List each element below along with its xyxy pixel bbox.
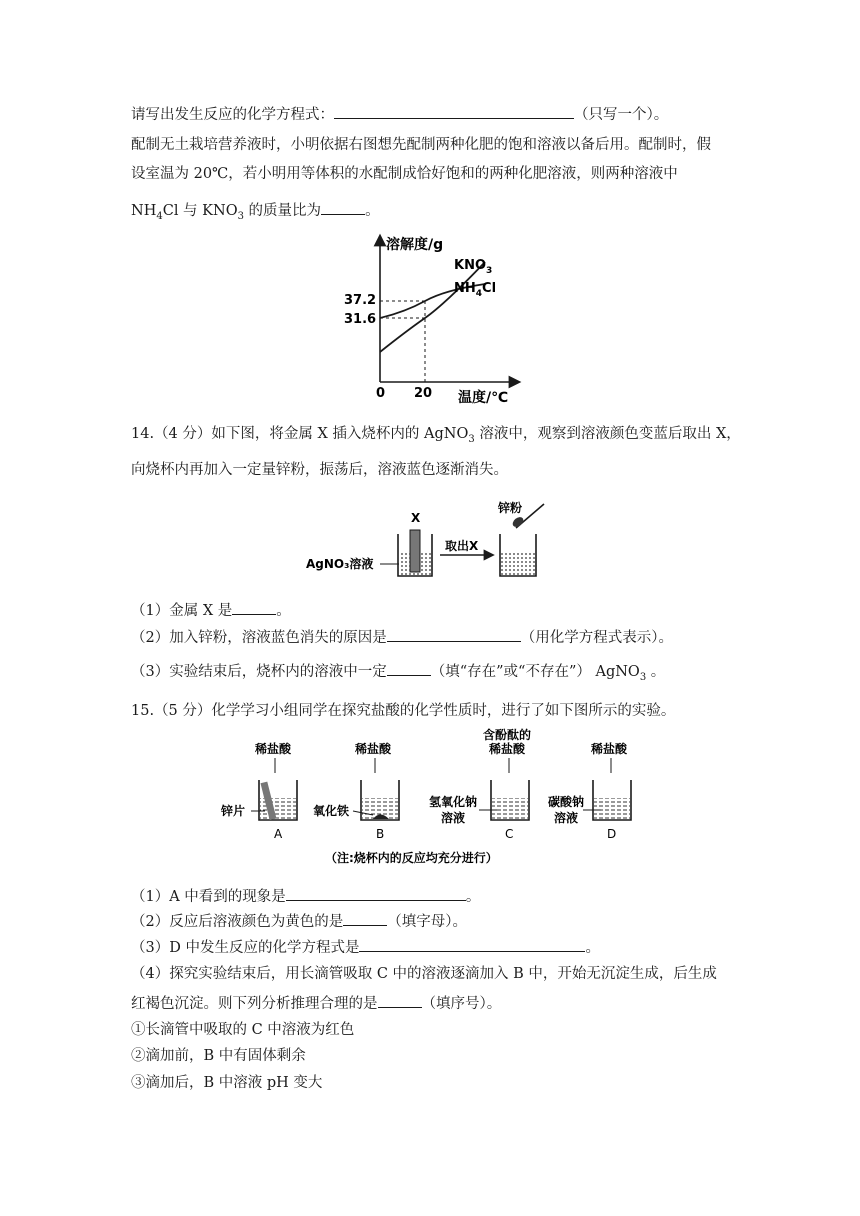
option-3: ③滴加后，B 中溶液 pH 变大 xyxy=(131,1075,323,1091)
answer-blank[interactable] xyxy=(334,104,574,119)
option-2: ②滴加前，B 中有固体剩余 xyxy=(131,1048,306,1064)
solution-right xyxy=(501,552,535,575)
series-kno3 xyxy=(380,262,485,352)
acid-label-d: 稀盐酸 xyxy=(591,742,628,756)
beaker-experiment-figure xyxy=(300,492,560,588)
beaker-letter-d: D xyxy=(607,827,617,841)
q15-line-1: 15.（5 分）化学学习小组同学在探究盐酸的化学性质时，进行了如下图所示的实验。 xyxy=(131,703,676,719)
naoh-label-2: 溶液 xyxy=(441,811,466,825)
option-1: ①长滴管中吸取的 C 中溶液为红色 xyxy=(131,1022,355,1038)
na2co3-label-1: 碳酸钠 xyxy=(548,795,585,809)
phenolphthalein-label: 含酚酞的 xyxy=(483,728,532,742)
hcl-experiment-figure xyxy=(215,728,675,870)
legend-kno3: $KNO_3$ xyxy=(454,258,493,276)
q15-sub-4-text: 红褐色沉淀。则下列分析推理合理的是 xyxy=(131,996,378,1012)
agno3-solution-label: AgNO₃溶液 xyxy=(306,557,374,571)
naoh-label-1: 氢氧化钠 xyxy=(429,795,478,809)
q14-sub-3 xyxy=(131,661,665,688)
remove-x-label: 取出X xyxy=(445,539,479,553)
q15-sub-4-cont xyxy=(131,993,501,1014)
x-axis-label: 温度/℃ xyxy=(458,390,509,404)
answer-blank[interactable] xyxy=(343,911,387,926)
q15-sub-2-hint: （填字母）。 xyxy=(387,914,467,930)
acid-label-c: 稀盐酸 xyxy=(489,742,526,756)
q13-question-text: 的质量比为 xyxy=(243,203,322,219)
zinc-strip-label: 锌片 xyxy=(221,804,246,818)
period: 。 xyxy=(465,889,481,905)
figure-note: （注:烧杯内的反应均充分进行） xyxy=(325,851,498,865)
q14-line-2: 向烧杯内再加入一定量锌粉，振荡后，溶液蓝色逐渐消失。 xyxy=(131,462,508,478)
solubility-chart xyxy=(330,232,530,404)
period: 。 xyxy=(585,940,600,956)
answer-blank[interactable] xyxy=(387,627,521,642)
beaker-letter-b: B xyxy=(376,827,385,841)
answer-blank[interactable] xyxy=(359,937,585,952)
q13-line-2: 配制无土栽培营养液时，小明依据右图想先配制两种化肥的饱和溶液以备后用。配制时，假 xyxy=(131,137,711,153)
q14-sub-3-text: （3）实验结束后，烧杯内的溶液中一定 xyxy=(131,664,387,680)
q13-hint: （只写一个）。 xyxy=(574,107,669,123)
answer-blank[interactable] xyxy=(378,993,422,1008)
answer-blank[interactable] xyxy=(286,886,466,901)
answer-blank[interactable] xyxy=(232,600,276,615)
formula-kno3: Cl 与 KNO xyxy=(162,203,238,219)
q14-sub-1 xyxy=(131,600,291,621)
subscript: 3 xyxy=(639,671,647,683)
q15-sub-3-text: （3）D 中发生反应的化学方程式是 xyxy=(131,940,360,956)
q14-sub-2-text: （2）加入锌粉，溶液蓝色消失的原因是 xyxy=(131,630,387,646)
solution-c xyxy=(492,798,528,819)
period: 。 xyxy=(365,203,380,219)
formula-nh4cl: NH xyxy=(131,203,157,219)
period: 。 xyxy=(646,664,666,680)
q14-sub-2 xyxy=(131,627,673,648)
beaker-letter-c: C xyxy=(505,827,514,841)
period: 。 xyxy=(276,603,291,619)
acid-label-a: 稀盐酸 xyxy=(255,742,292,756)
y-tick-37-2: 37.2 xyxy=(344,293,377,308)
q15-sub-2-text: （2）反应后溶液颜色为黄色的是 xyxy=(131,914,344,930)
q15-sub-3 xyxy=(131,937,600,958)
q14-stem-cont: 溶液中，观察到溶液颜色变蓝后取出 X， xyxy=(474,426,741,442)
q13-line-1 xyxy=(131,104,668,125)
metal-x xyxy=(410,530,420,572)
legend-nh4cl: $NH_4Cl$ xyxy=(454,281,497,299)
answer-blank[interactable] xyxy=(387,661,431,676)
q14-stem: 14.（4 分）如下图，将金属 X 插入烧杯内的 AgNO xyxy=(131,426,469,442)
subscript: 4 xyxy=(156,210,163,222)
q15-sub-1-text: （1）A 中看到的现象是 xyxy=(131,889,286,905)
q15-sub-4-hint: （填序号）。 xyxy=(421,996,502,1012)
q13-line-4 xyxy=(131,200,380,227)
q13-prompt: 请写出发生反应的化学方程式： xyxy=(131,107,334,123)
q15-sub-2 xyxy=(131,911,467,932)
x-tick-0: 0 xyxy=(376,386,386,401)
metal-x-label: X xyxy=(411,511,421,525)
y-tick-31-6: 31.6 xyxy=(344,312,377,327)
zinc-powder-label: 锌粉 xyxy=(498,501,523,515)
q14-line-1 xyxy=(131,424,741,450)
x-tick-20: 20 xyxy=(414,386,433,401)
q15-sub-1 xyxy=(131,886,480,907)
y-axis-label: 溶解度/g xyxy=(386,237,444,253)
solution-d xyxy=(594,798,630,819)
q15-sub-4: （4）探究实验结束后，用长滴管吸取 C 中的溶液逐滴加入 B 中，开始无沉淀生成，后生成 xyxy=(131,966,717,982)
subscript: 3 xyxy=(237,210,244,222)
iron-oxide-label: 氧化铁 xyxy=(313,804,350,818)
q14-sub-3-hint: （填“存在”或“不存在”） AgNO xyxy=(430,664,640,680)
subscript: 3 xyxy=(468,433,475,445)
beaker-letter-a: A xyxy=(274,827,283,841)
q14-sub-2-hint: （用化学方程式表示）。 xyxy=(520,630,673,646)
na2co3-label-2: 溶液 xyxy=(554,811,579,825)
answer-blank[interactable] xyxy=(321,200,365,215)
q14-sub-1-text: （1）金属 X 是 xyxy=(131,603,233,619)
q13-line-3: 设室温为 20℃，若小明用等体积的水配制成恰好饱和的两种化肥溶液，则两种溶液中 xyxy=(131,166,678,182)
acid-label-b: 稀盐酸 xyxy=(355,742,392,756)
